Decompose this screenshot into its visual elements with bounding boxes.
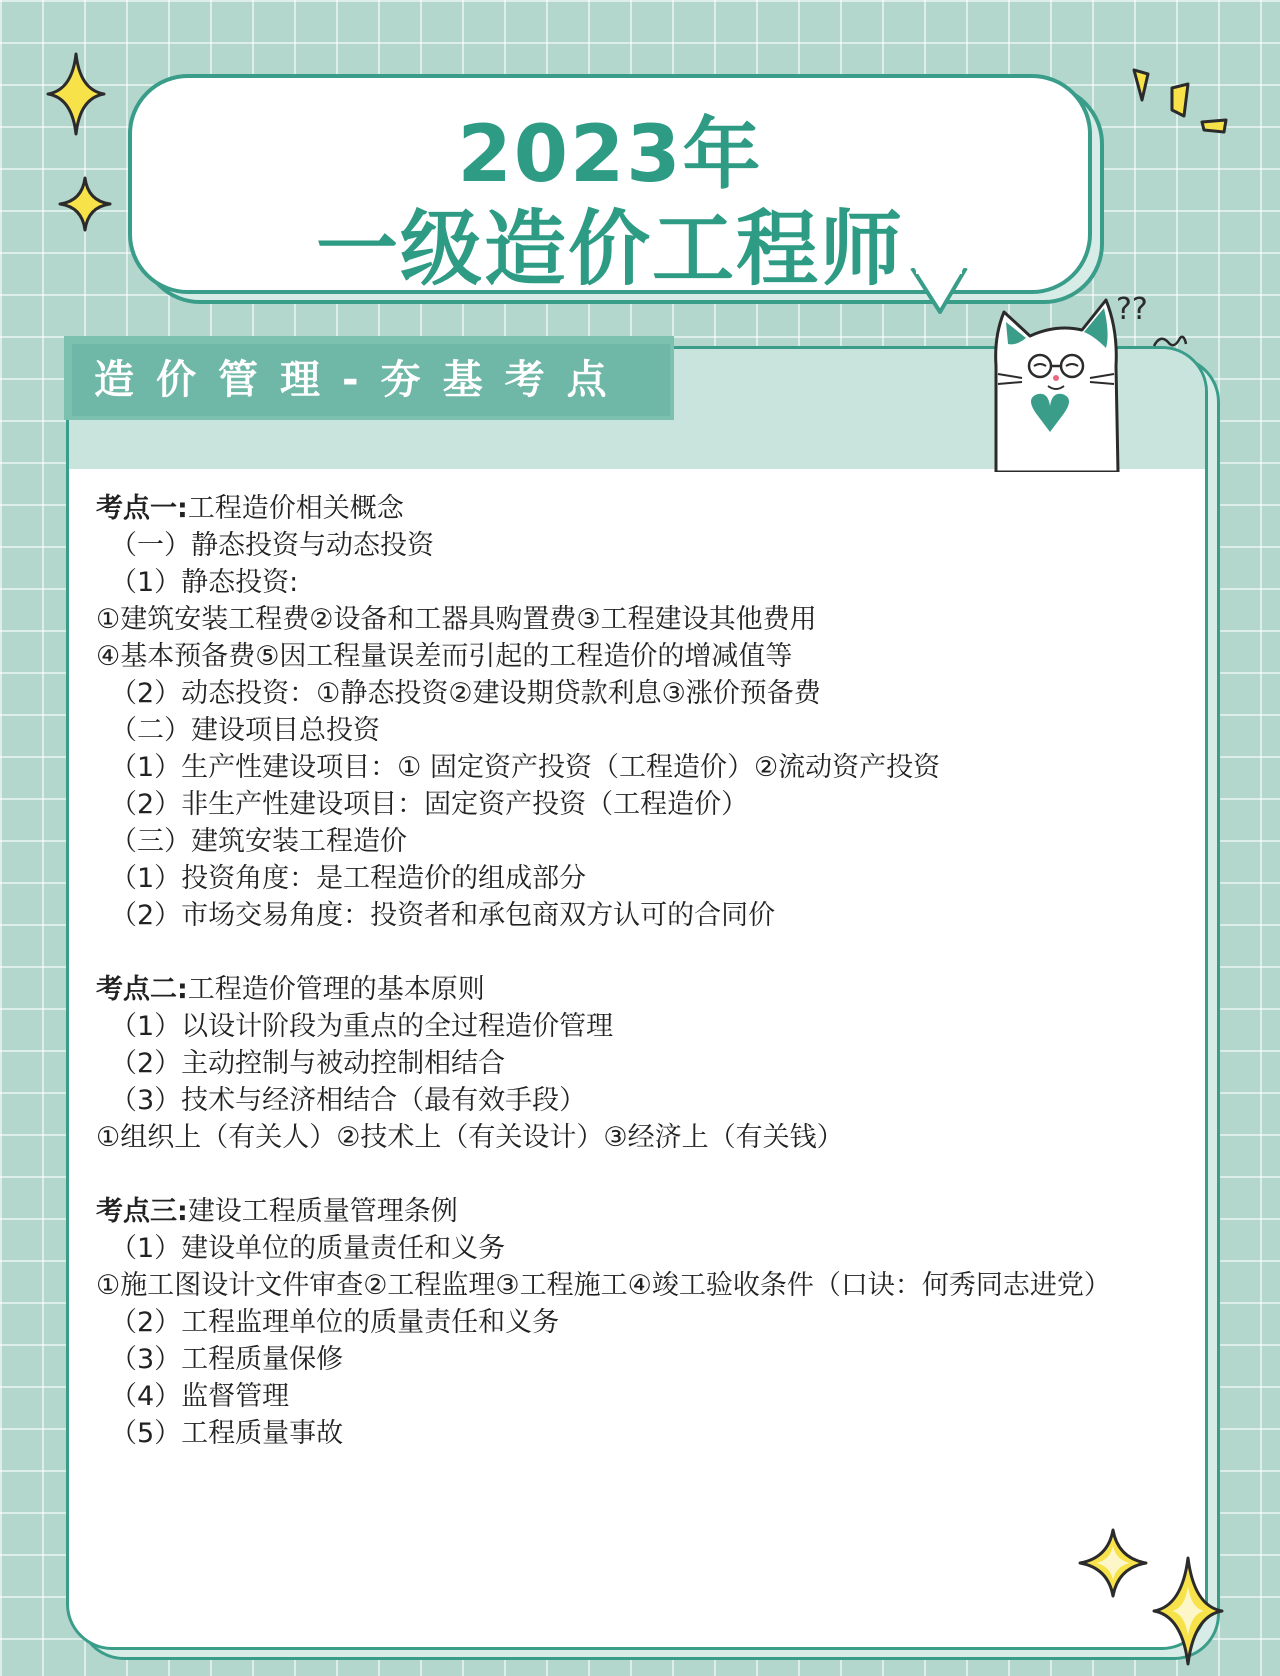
list-item: （2）非生产性建设项目：固定资产投资（工程造价） — [110, 789, 749, 820]
sparkle-icon — [1078, 1528, 1148, 1598]
title-bubble — [128, 74, 1092, 297]
list-item: （2）主动控制与被动控制相结合 — [110, 1048, 506, 1079]
section-tag: 造价管理-夯基考点 — [72, 344, 670, 416]
question-marks: ?? — [1116, 292, 1148, 327]
sparkle-icon — [1152, 1556, 1224, 1666]
content-body — [96, 490, 1186, 1489]
section-3 — [96, 1193, 1186, 1452]
title-year: 2023年 — [457, 110, 763, 200]
list-item: （1）生产性建设项目：① 固定资产投资（工程造价）②流动资产投资 — [110, 752, 941, 783]
sparkle-icon — [46, 52, 106, 136]
list-item: （4）监督管理 — [110, 1381, 290, 1412]
cat-illustration — [978, 286, 1198, 472]
list-item: （5）工程质量事故 — [110, 1418, 344, 1449]
list-item: （1）静态投资: — [110, 567, 299, 598]
list-item: （3）工程质量保修 — [110, 1344, 344, 1375]
sparkle-icon — [58, 176, 112, 232]
list-item: ①施工图设计文件审查②工程监理③工程施工④竣工验收条件（口诀：何秀同志进党） — [96, 1270, 1111, 1301]
list-item: （1）投资角度：是工程造价的组成部分 — [110, 863, 587, 894]
bubble-tail — [910, 268, 970, 314]
section-heading — [96, 971, 1186, 1008]
section-heading — [96, 490, 1186, 527]
section-1 — [96, 490, 1186, 934]
section-title: 工程造价管理的基本原则 — [187, 974, 485, 1005]
list-item: （二）建设项目总投资 — [110, 715, 380, 746]
section-label: 考点三: — [96, 1196, 188, 1227]
list-item: ①建筑安装工程费②设备和工器具购置费③工程建设其他费用 — [96, 604, 817, 635]
list-item: （1）以设计阶段为重点的全过程造价管理 — [110, 1011, 614, 1042]
section-title: 建设工程质量管理条例 — [187, 1196, 458, 1227]
list-item: （1）建设单位的质量责任和义务 — [110, 1233, 506, 1264]
page-title: 一级造价工程师 — [315, 202, 904, 297]
accent-marks-icon — [1128, 64, 1238, 144]
list-item: （一）静态投资与动态投资 — [110, 530, 434, 561]
list-item: （3）技术与经济相结合（最有效手段） — [110, 1085, 587, 1116]
section-label: 考点二: — [96, 974, 188, 1005]
list-item: （2）动态投资：①静态投资②建设期贷款利息③涨价预备费 — [110, 678, 821, 709]
section-heading — [96, 1193, 1186, 1230]
section-label: 考点一: — [96, 493, 188, 524]
section-2 — [96, 971, 1186, 1156]
list-item: （2）工程监理单位的质量责任和义务 — [110, 1307, 560, 1338]
list-item: （2）市场交易角度：投资者和承包商双方认可的合同价 — [110, 900, 776, 931]
list-item: ①组织上（有关人）②技术上（有关设计）③经济上（有关钱） — [96, 1122, 844, 1153]
list-item: （三）建筑安装工程造价 — [110, 826, 407, 857]
squiggle-icon — [1150, 330, 1190, 360]
list-item: ④基本预备费⑤因工程量误差而引起的工程造价的增减值等 — [96, 641, 793, 672]
section-title: 工程造价相关概念 — [187, 493, 404, 524]
